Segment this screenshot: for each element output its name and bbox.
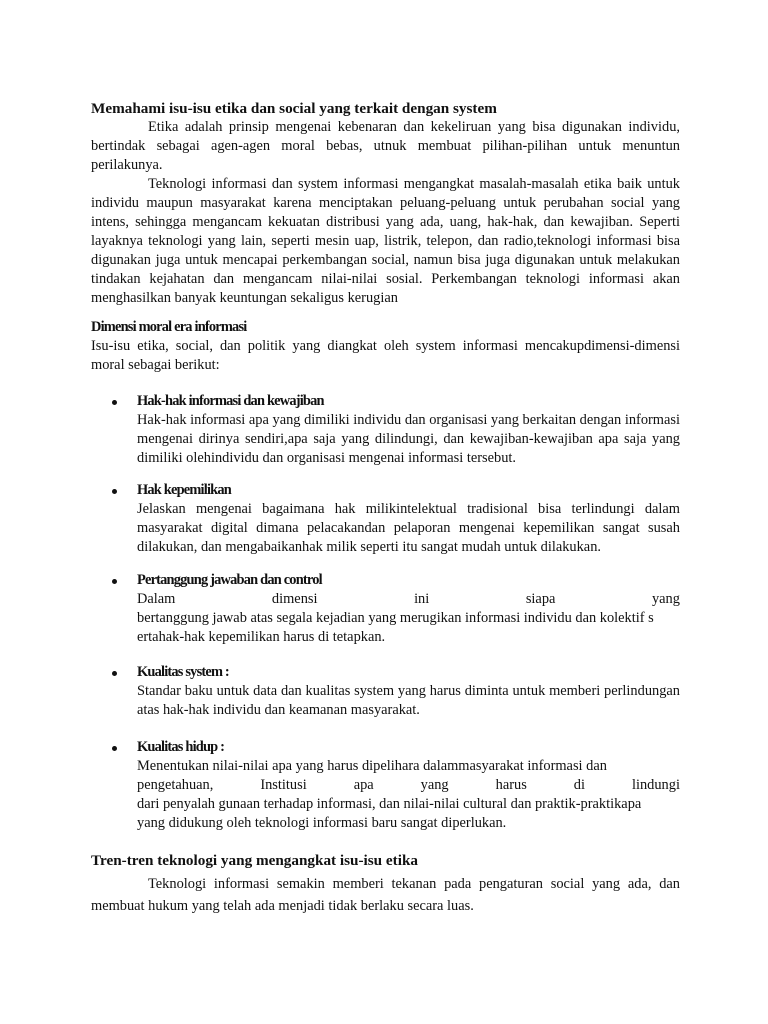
bullet-icon — [112, 746, 117, 751]
section-ethics — [91, 99, 680, 308]
item-text: Standar baku untuk data dan kualitas system yang harus diminta untuk memberi perlindungan atas hak-hak individu dan keamanan masyarakat. — [137, 683, 680, 718]
section-heading: Memahami isu-isu etika dan social yang terkait dengan system — [91, 100, 497, 117]
item-text-line: dari penyalah gunaan terhadap informasi, dan nilai-nilai cultural dan praktik-praktikapa — [137, 796, 642, 812]
item-title: Kualitas system : — [137, 664, 229, 680]
item-text-line: Dalam dimensi ini siapa yang — [137, 591, 680, 607]
bullet-icon — [112, 489, 117, 494]
bullet-icon — [112, 400, 117, 405]
section-moral-dimensions — [91, 318, 680, 375]
bullet-icon — [112, 579, 117, 584]
bullet-icon — [112, 671, 117, 676]
item-text-line: ertahak-hak kepemilikan harus di tetapkan. — [137, 629, 386, 645]
paragraph: Teknologi informasi semakin memberi tekanan pada pengaturan social yang ada, dan membuat hukum yang telah ada menjadi tidak berlaku secara luas. — [91, 876, 680, 914]
item-title: Hak-hak informasi dan kewajiban — [137, 393, 324, 409]
item-text-line: Menentukan nilai-nilai apa yang harus dipelihara dalammasyarakat informasi dan — [137, 758, 607, 774]
section-heading: Tren-tren teknologi yang mengangkat isu-isu etika — [91, 852, 418, 869]
item-text-line: yang didukung oleh teknologi informasi baru sangat diperlukan. — [137, 815, 507, 831]
item-text: Hak-hak informasi apa yang dimiliki individu dan organisasi yang berkaitan dengan informasi mengenai dirinya sendiri,apa saja yang dilindungi, dan kewajiban-kewajiban apa saja yang dimiliki olehindividu dan organisasi mengenai informasi tersebut. — [137, 412, 680, 466]
item-text-line: pengetahuan, Institusi apa yang harus di lindungi — [137, 777, 680, 793]
item-title: Kualitas hidup : — [137, 739, 225, 755]
paragraph: Isu-isu etika, social, dan politik yang diangkat oleh system informasi mencakupdimensi-dimensi moral sebagai berikut: — [91, 338, 680, 373]
section-tech-trends — [91, 851, 680, 917]
paragraph: Etika adalah prinsip mengenai kebenaran dan kekeliruan yang bisa digunakan individu, bertindak sebagai agen-agen moral bebas, utnuk membuat pilihan-pilihan untuk menuntun perilakunya. — [91, 119, 680, 173]
item-title: Pertanggung jawaban dan control — [137, 572, 322, 588]
section-heading: Dimensi moral era informasi — [91, 319, 247, 335]
item-text-line: bertanggung jawab atas segala kejadian yang merugikan informasi individu dan kolektif s — [137, 610, 654, 626]
paragraph: Teknologi informasi dan system informasi mengangkat masalah-masalah etika baik untuk individu maupun masyarakat karena menciptakan peluang-peluang untuk perubahan social yang intens, sehingga mengancam kekuatan distribusi yang ada, uang, hak-hak, dan kewajiban. Seperti layaknya teknologi yang lain, seperti mesin uap, listrik, telepon, dan radio,teknologi informasi bisa digunakan juga untuk mencapai perkembangan social, namun bisa juga digunakan untuk melakukan tindakan kejahatan dan mengancam nilai-nilai sosial. Perkembangan teknologi informasi akan menghasilkan banyak keuntungan sekaligus kerugian — [91, 176, 680, 306]
item-title: Hak kepemilikan — [137, 482, 231, 498]
item-text: Jelaskan mengenai bagaimana hak milikintelektual tradisional bisa terlindungi dalam masyarakat digital dimana pelacakandan pelaporan mengenai kepemilikan sangat susah dilakukan, dan mengabaikanhak milik seperti itu sangat mudah untuk dilakukan. — [137, 501, 680, 555]
